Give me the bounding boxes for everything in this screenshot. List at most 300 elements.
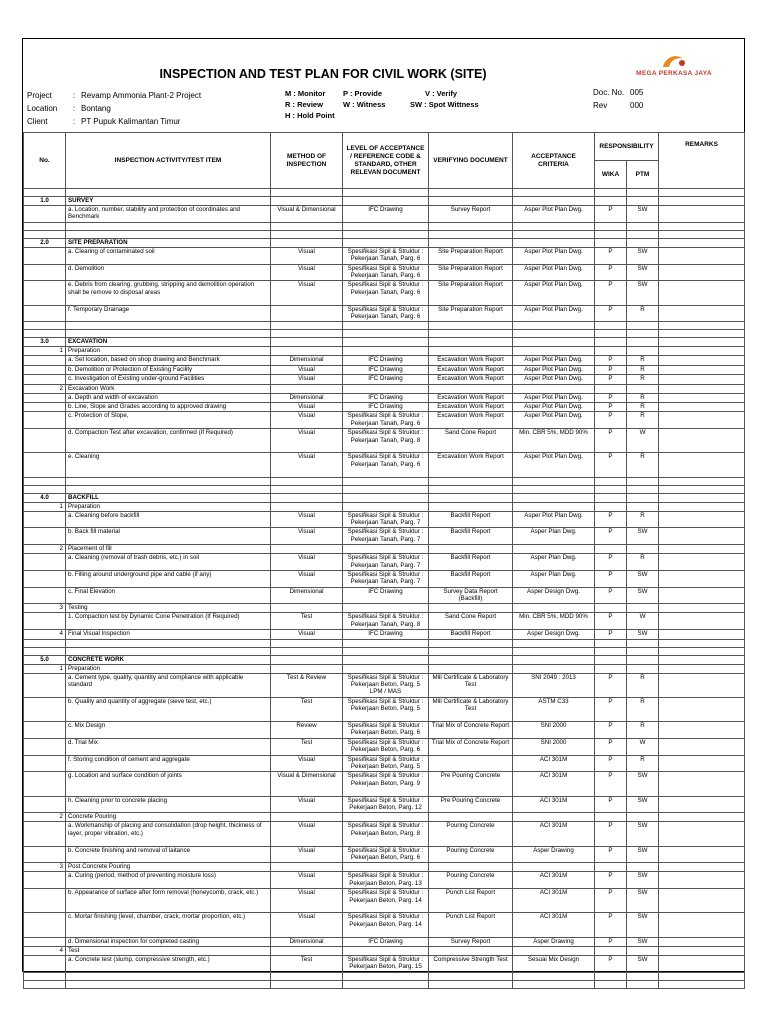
level-cell: Spesifikasi Sipil & Struktur : Pekerjaan Beton, Parg. 5 LPM / MAS [343, 673, 429, 697]
empty-cell [659, 238, 745, 247]
verifying-cell: Survey Data Report (Backfill) [429, 587, 513, 604]
empty-cell [271, 863, 343, 872]
ptm-cell: W [627, 429, 659, 453]
empty-cell [271, 493, 343, 502]
row-number [24, 305, 66, 322]
criteria-cell: SNI 2000 [513, 738, 595, 755]
remarks-cell [659, 570, 745, 587]
blank-row [24, 189, 745, 197]
empty-cell [659, 485, 745, 493]
criteria-cell: Asper Drawing [513, 937, 595, 946]
empty-cell [343, 604, 429, 613]
wika-cell: P [595, 429, 627, 453]
empty-cell [343, 230, 429, 238]
method-cell: Visual [271, 375, 343, 384]
section-number: 4.0 [24, 493, 66, 502]
empty-cell [595, 639, 627, 647]
ptm-cell: R [627, 356, 659, 365]
row-number [24, 570, 66, 587]
row-number [24, 375, 66, 384]
doc-no-value: 005 [630, 88, 644, 97]
level-cell: Spesifikasi Sipil & Struktur : Pekerjaan Tanah, Parg. 7 [343, 554, 429, 571]
section-title: BACKFILL [66, 493, 271, 502]
empty-cell [627, 197, 659, 206]
section-title: CONCRETE WORK [66, 655, 271, 664]
blank-row [24, 647, 745, 655]
empty-cell [66, 980, 271, 988]
verifying-cell: Excavation Work Report [429, 356, 513, 365]
empty-cell [627, 972, 659, 980]
ptm-cell: R [627, 697, 659, 721]
empty-cell [271, 338, 343, 347]
activity-cell: a. Depth and width of excavation [66, 393, 271, 402]
wika-cell: P [595, 570, 627, 587]
row-number [24, 722, 66, 739]
row-number [24, 393, 66, 402]
level-cell: IFC Drawing [343, 375, 429, 384]
empty-cell [627, 238, 659, 247]
project-label: Project [27, 91, 52, 100]
section-title: SURVEY [66, 197, 271, 206]
activity-cell: a. Cement type, quality, quantity and compliance with applicable standard [66, 673, 271, 697]
empty-cell [271, 197, 343, 206]
wika-cell: P [595, 356, 627, 365]
criteria-cell: Asper Plot Plan Dwg. [513, 247, 595, 264]
method-cell: Visual [271, 872, 343, 889]
empty-cell [513, 980, 595, 988]
verifying-cell: Compressive Strength Test [429, 955, 513, 972]
method-cell: Visual [271, 511, 343, 528]
activity-cell: d. Compaction Test after excavation, confirmed (If Required) [66, 429, 271, 453]
level-cell: Spesifikasi Sipil & Struktur : Pekerjaan Beton, Parg. 5 [343, 697, 429, 721]
empty-cell [343, 545, 429, 554]
method-cell: Review [271, 722, 343, 739]
wika-cell: P [595, 453, 627, 477]
empty-cell [627, 813, 659, 822]
location-label: Location [27, 104, 58, 113]
empty-cell [271, 664, 343, 673]
col-method: METHOD OF INSPECTION [271, 133, 343, 189]
section-row [24, 197, 745, 206]
verifying-cell: Site Preparation Report [429, 305, 513, 322]
empty-cell [627, 647, 659, 655]
empty-cell [429, 946, 513, 955]
row-number [24, 206, 66, 223]
legend-monitor: M : Monitor [285, 89, 326, 98]
criteria-cell: Asper Plot Plan Dwg. [513, 412, 595, 429]
separator: : [72, 117, 76, 126]
table-row [24, 630, 745, 639]
empty-cell [66, 189, 271, 197]
empty-cell [66, 222, 271, 230]
table-row [24, 587, 745, 604]
activity-cell: e. Cleaning [66, 453, 271, 477]
empty-cell [595, 655, 627, 664]
remarks-cell [659, 365, 745, 374]
remarks-cell [659, 554, 745, 571]
criteria-cell: ACI 301M [513, 872, 595, 889]
ptm-cell: R [627, 755, 659, 772]
doc-info [593, 88, 643, 114]
ptm-cell: SW [627, 796, 659, 813]
empty-cell [627, 322, 659, 330]
empty-cell [659, 813, 745, 822]
empty-cell [24, 980, 66, 988]
subsection-row [24, 604, 745, 613]
subsection-number: 4 [24, 946, 66, 955]
empty-cell [659, 972, 745, 980]
verifying-cell: Pouring Concrete [429, 846, 513, 863]
col-responsibility: RESPONSIBILITY [595, 133, 659, 161]
empty-cell [271, 322, 343, 330]
empty-cell [513, 384, 595, 393]
wika-cell: P [595, 281, 627, 305]
empty-cell [659, 863, 745, 872]
section-number: 5.0 [24, 655, 66, 664]
legend [285, 89, 479, 122]
ptm-cell: R [627, 554, 659, 571]
verifying-cell: Survey Report [429, 937, 513, 946]
empty-cell [66, 485, 271, 493]
rev-value: 000 [630, 101, 644, 110]
criteria-cell: Asper Plan Dwg. [513, 554, 595, 571]
empty-cell [595, 502, 627, 511]
verifying-cell: Backfill Report [429, 570, 513, 587]
empty-cell [343, 813, 429, 822]
wika-cell: P [595, 247, 627, 264]
itp-sheet [22, 38, 745, 972]
empty-cell [343, 330, 429, 338]
activity-cell: h. Cleaning prior to concrete placing [66, 796, 271, 813]
method-cell: Visual [271, 570, 343, 587]
verifying-cell: Site Preparation Report [429, 264, 513, 281]
level-cell: IFC Drawing [343, 402, 429, 411]
logo-mark-icon [661, 53, 687, 69]
table-row [24, 281, 745, 305]
empty-cell [24, 477, 66, 485]
wika-cell: P [595, 587, 627, 604]
empty-cell [429, 222, 513, 230]
subsection-title: Preparation [66, 664, 271, 673]
table-row [24, 846, 745, 863]
remarks-cell [659, 264, 745, 281]
empty-cell [627, 502, 659, 511]
empty-cell [595, 238, 627, 247]
verifying-cell: Site Preparation Report [429, 247, 513, 264]
row-number [24, 281, 66, 305]
empty-cell [595, 545, 627, 554]
wika-cell: P [595, 375, 627, 384]
ptm-cell: W [627, 738, 659, 755]
empty-cell [627, 493, 659, 502]
empty-cell [24, 222, 66, 230]
empty-cell [429, 493, 513, 502]
empty-cell [271, 477, 343, 485]
activity-cell: a. Cleaning (removal of trash debris, etc.) in soil [66, 554, 271, 571]
level-cell: Spesifikasi Sipil & Struktur : Pekerjaan Tanah, Parg. 6 [343, 453, 429, 477]
method-cell: Visual [271, 554, 343, 571]
empty-cell [513, 863, 595, 872]
level-cell: Spesifikasi Sipil & Struktur : Pekerjaan Tanah, Parg. 7 [343, 528, 429, 545]
empty-cell [429, 322, 513, 330]
activity-cell: c. Protection of Slope, [66, 412, 271, 429]
empty-cell [513, 330, 595, 338]
subsection-number: 1 [24, 664, 66, 673]
itp-table [23, 132, 745, 989]
wika-cell: P [595, 402, 627, 411]
empty-cell [659, 230, 745, 238]
empty-cell [66, 477, 271, 485]
subsection-number: 1 [24, 347, 66, 356]
verifying-cell: Excavation Work Report [429, 412, 513, 429]
remarks-cell [659, 872, 745, 889]
remarks-cell [659, 846, 745, 863]
empty-cell [627, 545, 659, 554]
subsection-row [24, 545, 745, 554]
method-cell: Visual & Dimensional [271, 206, 343, 223]
activity-cell: a. Cleaning before backfill [66, 511, 271, 528]
table-row [24, 206, 745, 223]
empty-cell [66, 972, 271, 980]
empty-cell [659, 477, 745, 485]
empty-cell [595, 946, 627, 955]
ptm-cell: R [627, 393, 659, 402]
method-cell: Test [271, 955, 343, 972]
subsection-title: Testing [66, 604, 271, 613]
verifying-cell: Excavation Work Report [429, 375, 513, 384]
row-number [24, 673, 66, 697]
activity-cell: b. Filling around underground pipe and cable (if any) [66, 570, 271, 587]
method-cell: Visual [271, 755, 343, 772]
remarks-cell [659, 281, 745, 305]
verifying-cell: Pre Pouring Concrete [429, 796, 513, 813]
empty-cell [24, 972, 66, 980]
criteria-cell: ACI 301M [513, 755, 595, 772]
empty-cell [627, 338, 659, 347]
wika-cell: P [595, 913, 627, 937]
criteria-cell: Asper Design Dwg. [513, 587, 595, 604]
criteria-cell: ACI 301M [513, 796, 595, 813]
empty-cell [429, 189, 513, 197]
ptm-cell: SW [627, 937, 659, 946]
subsection-number: 3 [24, 863, 66, 872]
empty-cell [595, 322, 627, 330]
remarks-cell [659, 587, 745, 604]
activity-cell: a. Concrete test (slump, compressive strength, etc.) [66, 955, 271, 972]
section-row [24, 338, 745, 347]
verifying-cell: Sand Cone Report [429, 429, 513, 453]
table-row [24, 247, 745, 264]
empty-cell [343, 863, 429, 872]
criteria-cell: SNI 2049 : 2013 [513, 673, 595, 697]
empty-cell [513, 485, 595, 493]
empty-cell [24, 330, 66, 338]
method-cell: Dimensional [271, 356, 343, 365]
row-number [24, 402, 66, 411]
empty-cell [343, 189, 429, 197]
empty-cell [24, 485, 66, 493]
method-cell: Visual [271, 429, 343, 453]
level-cell: Spesifikasi Sipil & Struktur : Pekerjaan Beton, Parg. 15 [343, 955, 429, 972]
ptm-cell: R [627, 673, 659, 697]
verifying-cell: Excavation Work Report [429, 402, 513, 411]
wika-cell: P [595, 722, 627, 739]
ptm-cell: SW [627, 772, 659, 796]
empty-cell [627, 655, 659, 664]
level-cell: Spesifikasi Sipil & Struktur : Pekerjaan Beton, Parg. 12 [343, 796, 429, 813]
empty-cell [513, 972, 595, 980]
wika-cell: P [595, 528, 627, 545]
criteria-cell: Min. CBR 5%, MDD 90% [513, 613, 595, 630]
criteria-cell: Asper Design Dwg. [513, 630, 595, 639]
subsection-row [24, 813, 745, 822]
row-number [24, 955, 66, 972]
subsection-row [24, 863, 745, 872]
wika-cell: P [595, 393, 627, 402]
ptm-cell: R [627, 402, 659, 411]
level-cell: Spesifikasi Sipil & Struktur : Pekerjaan Tanah, Parg. 6 [343, 412, 429, 429]
wika-cell: P [595, 889, 627, 913]
table-row [24, 264, 745, 281]
remarks-cell [659, 511, 745, 528]
blank-row [24, 639, 745, 647]
ptm-cell: SW [627, 955, 659, 972]
method-cell: Visual [271, 412, 343, 429]
remarks-cell [659, 755, 745, 772]
empty-cell [271, 222, 343, 230]
ptm-cell: R [627, 453, 659, 477]
subsection-title: Excavation Work [66, 384, 271, 393]
remarks-cell [659, 453, 745, 477]
col-remarks: REMARKS [659, 133, 745, 189]
empty-cell [343, 664, 429, 673]
ptm-cell: R [627, 375, 659, 384]
legend-review: R : Review [285, 100, 323, 109]
section-row [24, 238, 745, 247]
row-number [24, 889, 66, 913]
ptm-cell: SW [627, 264, 659, 281]
empty-cell [659, 493, 745, 502]
empty-cell [513, 655, 595, 664]
method-cell: Visual [271, 796, 343, 813]
table-row [24, 412, 745, 429]
col-activity: INSPECTION ACTIVITY/TEST ITEM [66, 133, 271, 189]
table-row [24, 722, 745, 739]
empty-cell [271, 647, 343, 655]
subsection-row [24, 664, 745, 673]
document-title: INSPECTION AND TEST PLAN FOR CIVIL WORK (SITE) [159, 67, 487, 81]
legend-spot-witness: SW : Spot Wittness [410, 100, 479, 109]
subsection-number: 2 [24, 384, 66, 393]
empty-cell [271, 545, 343, 554]
subsection-row [24, 384, 745, 393]
table-row [24, 937, 745, 946]
table-row [24, 822, 745, 846]
wika-cell: P [595, 673, 627, 697]
empty-cell [343, 493, 429, 502]
empty-cell [627, 222, 659, 230]
empty-cell [513, 545, 595, 554]
legend-witness: W : Witness [343, 100, 386, 109]
empty-cell [659, 664, 745, 673]
table-row [24, 955, 745, 972]
empty-cell [66, 330, 271, 338]
row-number [24, 264, 66, 281]
col-verifying: VERIFYING DOCUMENT [429, 133, 513, 189]
wika-cell: P [595, 796, 627, 813]
empty-cell [429, 330, 513, 338]
level-cell: Spesifikasi Sipil & Struktur : Pekerjaan Beton, Parg. 9 [343, 772, 429, 796]
empty-cell [271, 639, 343, 647]
subsection-row [24, 502, 745, 511]
empty-cell [429, 647, 513, 655]
criteria-cell: Asper Plot Plan Dwg. [513, 356, 595, 365]
empty-cell [627, 330, 659, 338]
empty-cell [659, 655, 745, 664]
method-cell: Visual [271, 247, 343, 264]
level-cell: IFC Drawing [343, 393, 429, 402]
empty-cell [271, 972, 343, 980]
level-cell: Spesifikasi Sipil & Struktur : Pekerjaan Tanah, Parg. 7 [343, 511, 429, 528]
criteria-cell: Asper Plot Plan Dwg. [513, 365, 595, 374]
verifying-cell: Backfill Report [429, 630, 513, 639]
empty-cell [24, 647, 66, 655]
activity-cell: a. Curing (period, method of preventing moisture loss) [66, 872, 271, 889]
empty-cell [429, 384, 513, 393]
ptm-cell: SW [627, 846, 659, 863]
level-cell: Spesifikasi Sipil & Struktur : Pekerjaan Tanah, Parg. 8 [343, 429, 429, 453]
activity-cell: a. Location, number, stability and protection of coordinates and Benchmark [66, 206, 271, 223]
criteria-cell: ASTM C33 [513, 697, 595, 721]
separator: : [72, 104, 76, 113]
table-row [24, 365, 745, 374]
ptm-cell: SW [627, 247, 659, 264]
empty-cell [513, 502, 595, 511]
ptm-cell: SW [627, 528, 659, 545]
empty-cell [659, 980, 745, 988]
remarks-cell [659, 889, 745, 913]
table-row [24, 673, 745, 697]
remarks-cell [659, 305, 745, 322]
empty-cell [595, 384, 627, 393]
wika-cell: P [595, 738, 627, 755]
empty-cell [24, 639, 66, 647]
method-cell: Visual [271, 281, 343, 305]
table-row [24, 453, 745, 477]
ptm-cell: SW [627, 206, 659, 223]
location-value: Bontang [81, 104, 111, 113]
empty-cell [513, 477, 595, 485]
ptm-cell: R [627, 365, 659, 374]
remarks-cell [659, 206, 745, 223]
criteria-cell: SNI 2000 [513, 722, 595, 739]
wika-cell: P [595, 822, 627, 846]
subsection-title: Preparation [66, 502, 271, 511]
remarks-cell [659, 937, 745, 946]
row-number [24, 453, 66, 477]
level-cell: IFC Drawing [343, 630, 429, 639]
table-row [24, 697, 745, 721]
empty-cell [271, 230, 343, 238]
row-number [24, 412, 66, 429]
activity-cell: d. Demolition [66, 264, 271, 281]
empty-cell [627, 485, 659, 493]
empty-cell [271, 485, 343, 493]
empty-cell [595, 604, 627, 613]
empty-cell [429, 485, 513, 493]
empty-cell [343, 338, 429, 347]
criteria-cell: Asper Plan Dwg. [513, 570, 595, 587]
